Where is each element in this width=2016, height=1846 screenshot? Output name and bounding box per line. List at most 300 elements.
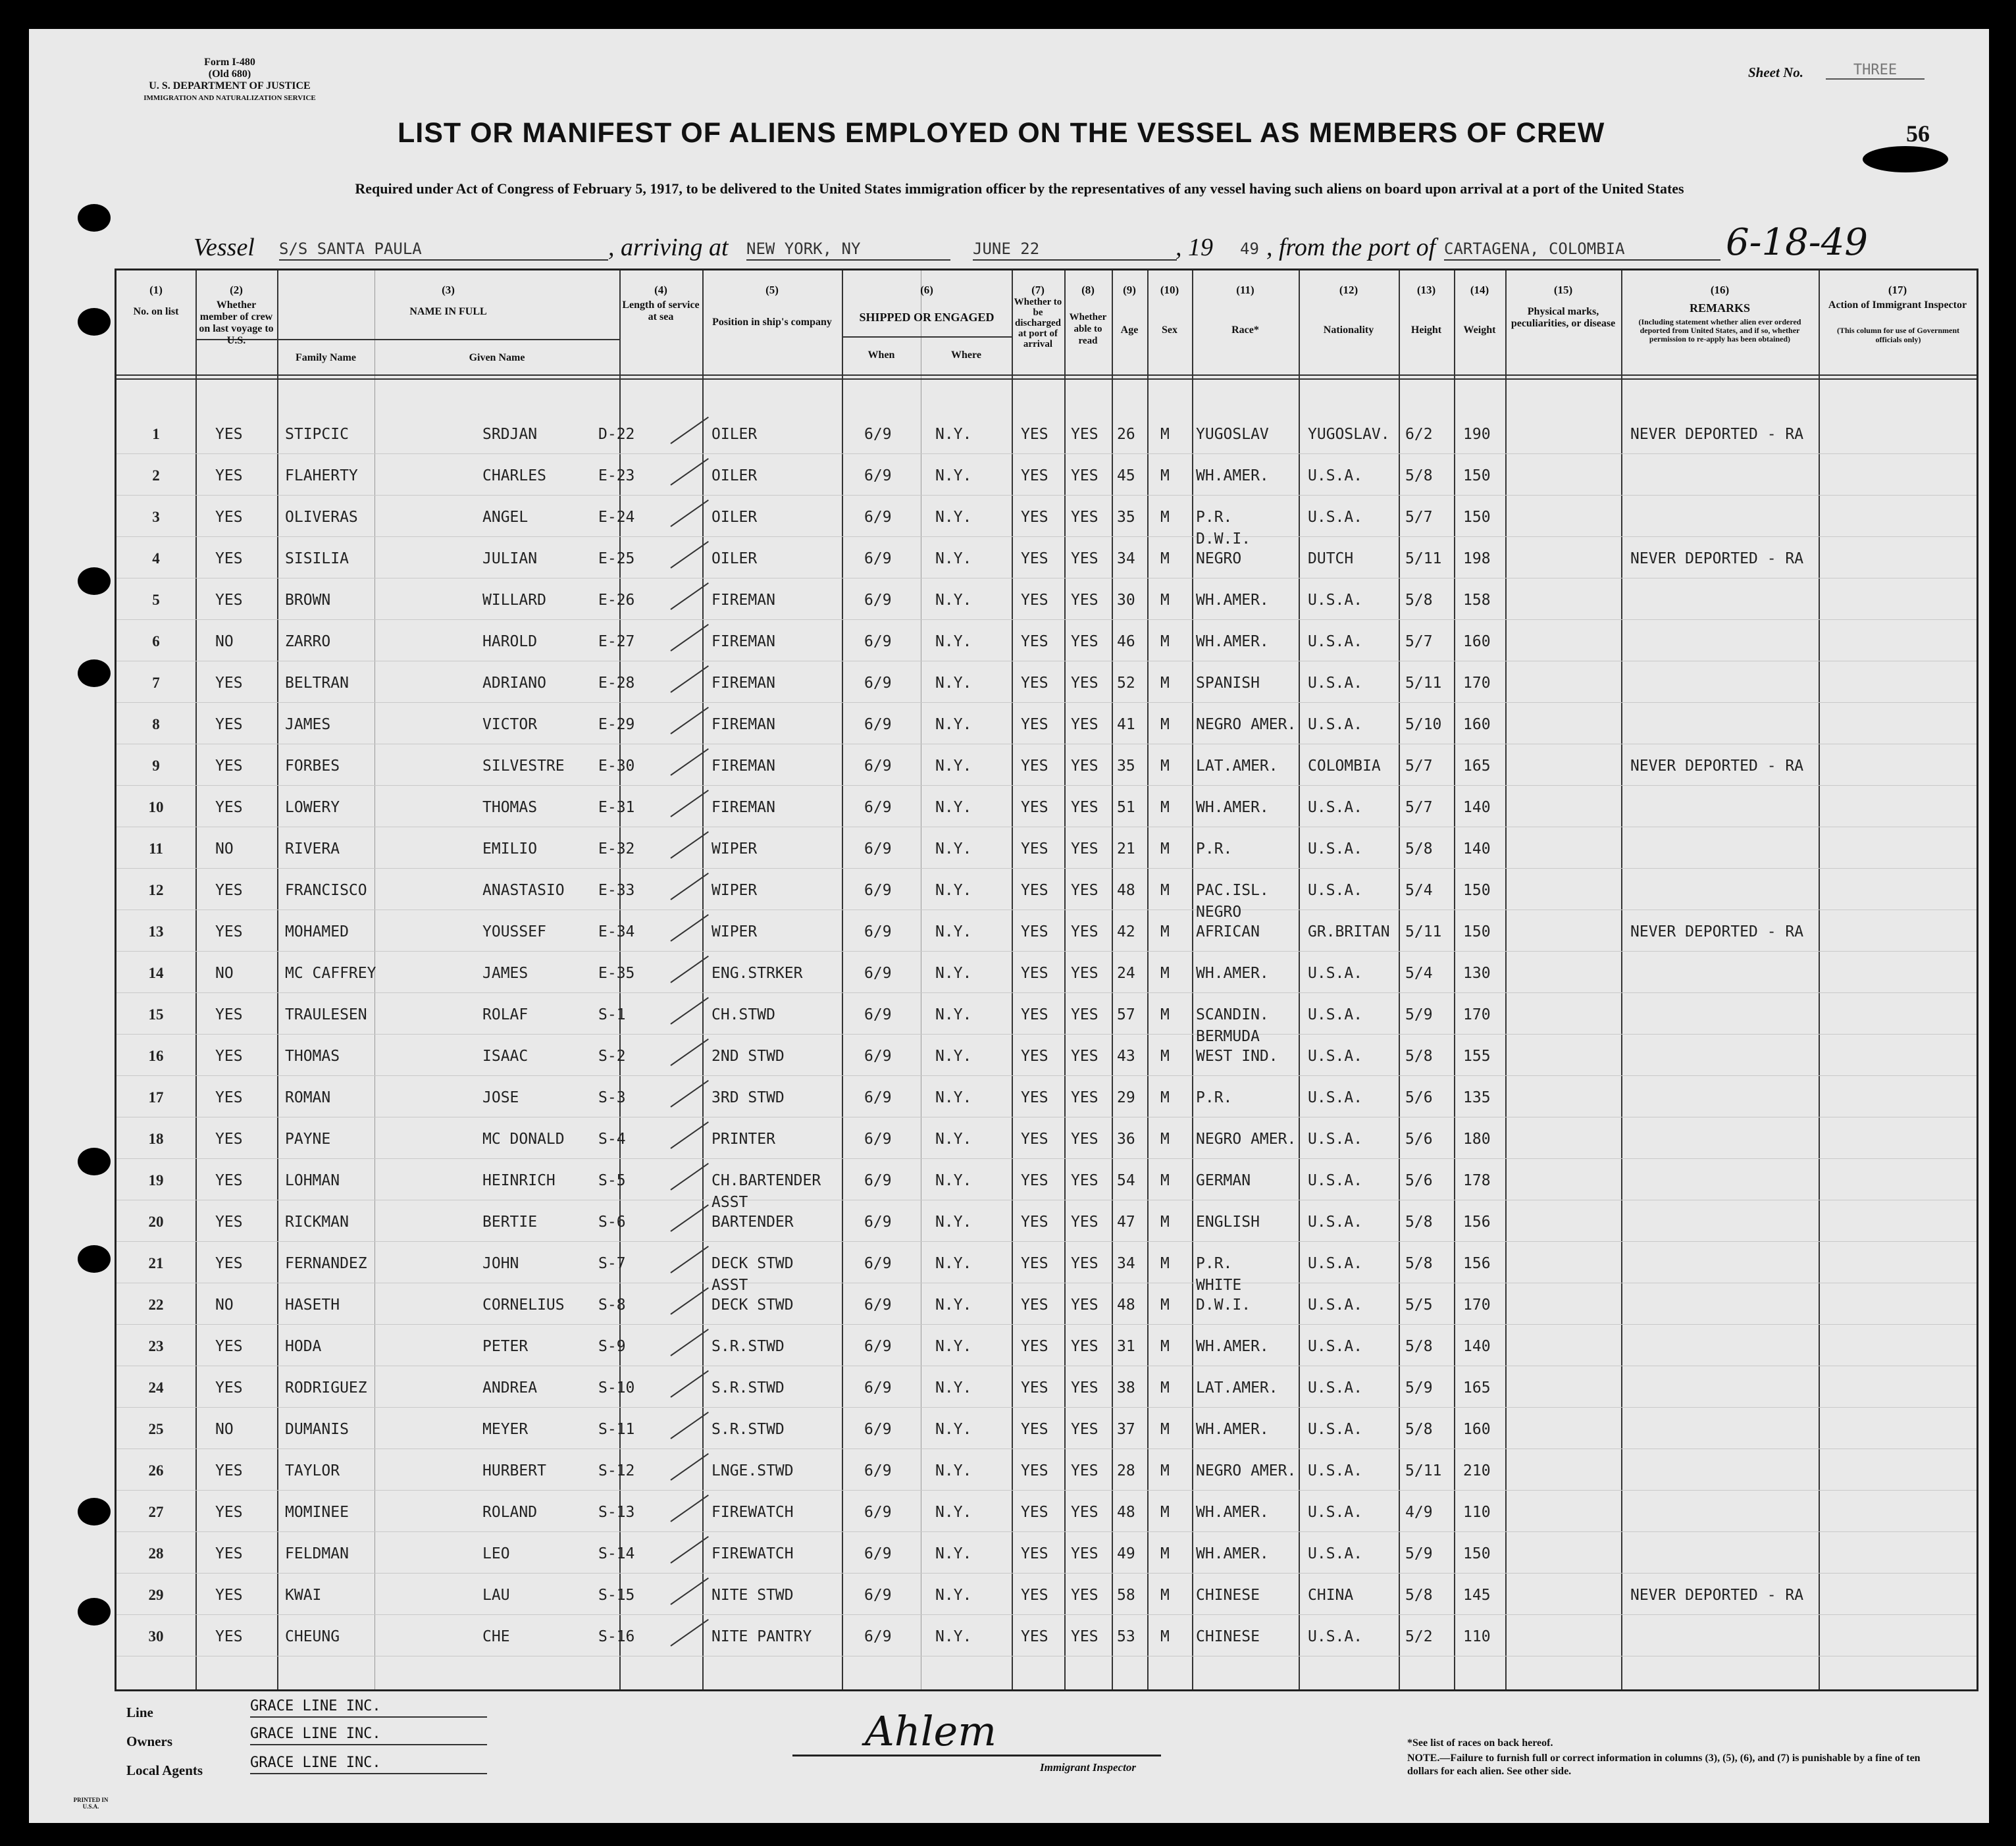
cell-race: ENGLISH — [1196, 1214, 1260, 1231]
cell-dis: YES — [1021, 757, 1048, 775]
cell-race: WH.AMER. — [1196, 633, 1269, 650]
cell-dis: YES — [1021, 426, 1048, 443]
cell-dis: YES — [1021, 509, 1048, 526]
header-shipped-engaged: SHIPPED OR ENGAGED — [859, 311, 995, 324]
table-row — [116, 675, 1977, 697]
form-number: Form I-480 — [204, 57, 255, 68]
cell-pos: NITE PANTRY — [711, 1628, 812, 1645]
cell-where: N.Y. — [935, 1089, 972, 1106]
service-check-mark — [670, 624, 708, 652]
cell-pos: S.R.STWD — [711, 1379, 785, 1397]
col-number-17: (17) — [1888, 284, 1907, 296]
cell-nat: U.S.A. — [1308, 1462, 1363, 1479]
cell-given: ADRIANO — [482, 675, 546, 692]
cell-code: S-2 — [598, 1048, 626, 1065]
service-check-mark — [670, 1246, 708, 1273]
department-name: U. S. DEPARTMENT OF JUSTICE — [149, 80, 311, 91]
cell-age: 47 — [1117, 1214, 1135, 1231]
cell-given: SILVESTRE — [482, 757, 565, 775]
cell-no: 6 — [152, 633, 160, 650]
cell-last: YES — [215, 923, 243, 940]
cell-given: JOHN — [482, 1255, 519, 1272]
cell-where: N.Y. — [935, 1421, 972, 1438]
cell-race: WH.AMER. — [1196, 467, 1269, 484]
cell-pos: 3RD STWD — [711, 1089, 785, 1106]
cell-sex: M — [1160, 1545, 1170, 1562]
cell-given: HAROLD — [482, 633, 538, 650]
header-divider — [116, 374, 1977, 376]
header-race: Race* — [1231, 324, 1259, 336]
table-row — [116, 965, 1977, 987]
cell-code: S-7 — [598, 1255, 626, 1272]
row-rule — [116, 702, 1977, 703]
service-check-mark — [670, 1619, 708, 1647]
cell-rem: NEVER DEPORTED - RA — [1630, 1587, 1804, 1604]
cell-code: E-33 — [598, 882, 635, 899]
race-footnote: *See list of races on back hereof. — [1407, 1737, 1553, 1749]
cell-wt: 150 — [1463, 882, 1491, 899]
cell-code: S-3 — [598, 1089, 626, 1106]
cell-no: 16 — [148, 1048, 164, 1064]
col-number-9: (9) — [1123, 284, 1136, 296]
cell-dis: YES — [1021, 550, 1048, 567]
service-check-mark — [670, 1577, 708, 1605]
cell-race: D.W.I. — [1196, 1296, 1251, 1314]
cell-last: NO — [215, 1421, 234, 1438]
service-check-mark — [670, 873, 708, 900]
row-rule — [116, 785, 1977, 786]
col-number-3: (3) — [442, 284, 455, 296]
cell-sex: M — [1160, 882, 1170, 899]
cell-dis: YES — [1021, 1421, 1048, 1438]
cell-no: 11 — [149, 840, 163, 857]
col-number-7: (7) — [1031, 284, 1045, 296]
col-number-12: (12) — [1339, 284, 1358, 296]
cell-where: N.Y. — [935, 840, 972, 858]
cell-code: E-25 — [598, 550, 635, 567]
cell-last: YES — [215, 1504, 243, 1521]
cell-ht: 5/7 — [1405, 509, 1433, 526]
cell-sex: M — [1160, 799, 1170, 816]
cell-pos: 2ND STWD — [711, 1048, 785, 1065]
cell-wt: 156 — [1463, 1214, 1491, 1231]
cell-nat: U.S.A. — [1308, 1338, 1363, 1355]
cell-last: YES — [215, 592, 243, 609]
table-row — [116, 1379, 1977, 1402]
cell-age: 53 — [1117, 1628, 1135, 1645]
cell-wt: 150 — [1463, 1545, 1491, 1562]
col-number-2: (2) — [230, 284, 243, 296]
cell-read: YES — [1071, 1172, 1098, 1189]
cell-race: P.R. — [1196, 840, 1233, 858]
cell-dis: YES — [1021, 1006, 1048, 1023]
col-number-15: (15) — [1553, 284, 1573, 296]
cell-ht: 5/2 — [1405, 1628, 1433, 1645]
cell-nat: U.S.A. — [1308, 1545, 1363, 1562]
header-sex: Sex — [1162, 324, 1177, 336]
cell-sex: M — [1160, 426, 1170, 443]
cell-dis: YES — [1021, 675, 1048, 692]
cell-wt: 170 — [1463, 1296, 1491, 1314]
row-rule — [116, 1490, 1977, 1491]
cell-code: S-15 — [598, 1587, 635, 1604]
table-row — [116, 799, 1977, 821]
header-family-name: Family Name — [296, 352, 356, 363]
cell-no: 29 — [148, 1587, 164, 1603]
cell-where: N.Y. — [935, 509, 972, 526]
cell-where: N.Y. — [935, 426, 972, 443]
cell-code: E-29 — [598, 716, 635, 733]
cell-no: 7 — [152, 675, 160, 691]
cell-last: YES — [215, 1006, 243, 1023]
cell-no: 28 — [148, 1545, 164, 1562]
cell-given: HEINRICH — [482, 1172, 556, 1189]
cell-no: 24 — [148, 1379, 164, 1396]
cell-family: RODRIGUEZ — [285, 1379, 367, 1397]
cell-last: YES — [215, 467, 243, 484]
cell-race: WH.AMER. — [1196, 799, 1269, 816]
cell-read: YES — [1071, 799, 1098, 816]
cell-age: 52 — [1117, 675, 1135, 692]
cell-family: ROMAN — [285, 1089, 331, 1106]
cell-wt: 210 — [1463, 1462, 1491, 1479]
cell-read: YES — [1071, 1338, 1098, 1355]
cell-wt: 156 — [1463, 1255, 1491, 1272]
cell-given: VICTOR — [482, 716, 538, 733]
cell-ht: 5/8 — [1405, 840, 1433, 858]
row-rule — [116, 495, 1977, 496]
cell-given: ANASTASIO — [482, 882, 565, 899]
printer-mark: PRINTED IN U.S.A. — [73, 1797, 109, 1810]
cell-read: YES — [1071, 1504, 1098, 1521]
row-rule — [116, 1158, 1977, 1159]
cell-pos: OILER — [711, 467, 758, 484]
cell-sex: M — [1160, 1255, 1170, 1272]
cell-given: BERTIE — [482, 1214, 538, 1231]
cell-pos: OILER — [711, 550, 758, 567]
cell-dis: YES — [1021, 1587, 1048, 1604]
cell-last: YES — [215, 1131, 243, 1148]
cell-wt: 160 — [1463, 716, 1491, 733]
punch-hole — [78, 1148, 111, 1175]
page-number: 56 — [1906, 120, 1930, 147]
cell-sex: M — [1160, 965, 1170, 982]
cell-nat: U.S.A. — [1308, 592, 1363, 609]
cell-where: N.Y. — [935, 467, 972, 484]
cell-read: YES — [1071, 716, 1098, 733]
cell-code: E-28 — [598, 675, 635, 692]
cell-code: S-13 — [598, 1504, 635, 1521]
table-row — [116, 1028, 1977, 1070]
cell-wt: 140 — [1463, 1338, 1491, 1355]
cell-family: FORBES — [285, 757, 340, 775]
cell-no: 20 — [148, 1214, 164, 1230]
service-check-mark — [670, 417, 708, 444]
cell-sex: M — [1160, 1628, 1170, 1645]
cell-where: N.Y. — [935, 1462, 972, 1479]
cell-wt: 158 — [1463, 592, 1491, 609]
cell-when: 6/9 — [864, 1504, 892, 1521]
cell-sex: M — [1160, 592, 1170, 609]
table-row — [116, 904, 1977, 946]
cell-family: HODA — [285, 1338, 322, 1355]
cell-race: WH.AMER. — [1196, 1338, 1269, 1355]
punch-hole — [78, 308, 111, 336]
table-row — [116, 467, 1977, 490]
row-rule — [116, 868, 1977, 869]
service-check-mark — [670, 748, 708, 776]
cell-ht: 5/8 — [1405, 1421, 1433, 1438]
cell-wt: 110 — [1463, 1504, 1491, 1521]
cell-where: N.Y. — [935, 1545, 972, 1562]
cell-race: YUGOSLAV — [1196, 426, 1269, 443]
cell-last: YES — [215, 1255, 243, 1272]
header-where: Where — [951, 349, 981, 361]
cell-code: S-1 — [598, 1006, 626, 1023]
cell-no: 2 — [152, 467, 160, 484]
service-check-mark — [670, 1329, 708, 1356]
cell-no: 15 — [148, 1006, 164, 1023]
cell-last: NO — [215, 840, 234, 858]
cell-age: 29 — [1117, 1089, 1135, 1106]
cell-no: 14 — [148, 965, 164, 981]
service-check-mark — [670, 1495, 708, 1522]
cell-given: CHE — [482, 1628, 510, 1645]
cell-race: WH.AMER. — [1196, 592, 1269, 609]
cell-race: LAT.AMER. — [1196, 1379, 1278, 1397]
cell-given: LAU — [482, 1587, 510, 1604]
service-check-mark — [670, 1163, 708, 1191]
col-number-6: (6) — [920, 284, 933, 296]
punch-hole — [78, 659, 111, 687]
cell-when: 6/9 — [864, 1172, 892, 1189]
cell-where: N.Y. — [935, 1504, 972, 1521]
cell-ht: 6/2 — [1405, 426, 1433, 443]
cell-where: N.Y. — [935, 1006, 972, 1023]
cell-race: SCANDIN. — [1196, 1006, 1269, 1023]
cell-age: 54 — [1117, 1172, 1135, 1189]
cell-dis: YES — [1021, 965, 1048, 982]
cell-family: FELDMAN — [285, 1545, 349, 1562]
cell-race: CHINESE — [1196, 1628, 1260, 1645]
cell-where: N.Y. — [935, 757, 972, 775]
cell-nat: U.S.A. — [1308, 1172, 1363, 1189]
cell-code: E-24 — [598, 509, 635, 526]
cell-sex: M — [1160, 1421, 1170, 1438]
agents-label: Local Agents — [126, 1762, 203, 1778]
cell-sex: M — [1160, 757, 1170, 775]
cell-wt: 178 — [1463, 1172, 1491, 1189]
table-row — [116, 1277, 1977, 1319]
cell-given: EMILIO — [482, 840, 538, 858]
cell-family: ZARRO — [285, 633, 331, 650]
cell-read: YES — [1071, 467, 1098, 484]
cell-age: 43 — [1117, 1048, 1135, 1065]
cell-when: 6/9 — [864, 633, 892, 650]
cell-given: ISAAC — [482, 1048, 529, 1065]
cell-pos: CH.STWD — [711, 1006, 775, 1023]
cell-dis: YES — [1021, 840, 1048, 858]
col-number-14: (14) — [1470, 284, 1489, 296]
cell-race-note: D.W.I. — [1196, 530, 1251, 548]
cell-race: NEGRO AMER. — [1196, 1462, 1297, 1479]
cell-age: 57 — [1117, 1006, 1135, 1023]
cell-family: LOHMAN — [285, 1172, 340, 1189]
cell-ht: 5/5 — [1405, 1296, 1433, 1314]
cell-code: E-26 — [598, 592, 635, 609]
cell-nat: CHINA — [1308, 1587, 1354, 1604]
table-row — [116, 1006, 1977, 1029]
cell-wt: 135 — [1463, 1089, 1491, 1106]
cell-nat: U.S.A. — [1308, 882, 1363, 899]
col-number-5: (5) — [765, 284, 779, 296]
cell-family: SISILIA — [285, 550, 349, 567]
service-check-mark — [670, 790, 708, 817]
cell-code: S-14 — [598, 1545, 635, 1562]
departure-port: CARTAGENA, COLOMBIA — [1444, 240, 1720, 261]
cell-where: N.Y. — [935, 633, 972, 650]
cell-pos: CH.BARTENDER — [711, 1172, 821, 1189]
cell-given: HURBERT — [482, 1462, 546, 1479]
row-rule — [116, 1034, 1977, 1035]
cell-when: 6/9 — [864, 675, 892, 692]
cell-read: YES — [1071, 1006, 1098, 1023]
cell-no: 23 — [148, 1338, 164, 1354]
cell-pos: BARTENDER — [711, 1214, 794, 1231]
cell-dis: YES — [1021, 1172, 1048, 1189]
cell-given: JOSE — [482, 1089, 519, 1106]
cell-pos: PRINTER — [711, 1131, 775, 1148]
header-length-of-service: Length of service at sea — [622, 299, 700, 322]
cell-pos-note: ASST — [711, 1277, 748, 1294]
cell-read: YES — [1071, 1379, 1098, 1397]
cell-sex: M — [1160, 716, 1170, 733]
cell-dis: YES — [1021, 1296, 1048, 1314]
cell-pos: FIREWATCH — [711, 1504, 794, 1521]
cell-given: WILLARD — [482, 592, 546, 609]
cell-where: N.Y. — [935, 1048, 972, 1065]
cell-dis: YES — [1021, 1462, 1048, 1479]
cell-when: 6/9 — [864, 923, 892, 940]
cell-race: P.R. — [1196, 1089, 1233, 1106]
form-identifier — [141, 57, 319, 104]
header-given-name: Given Name — [469, 352, 525, 363]
row-rule — [116, 1407, 1977, 1408]
cell-given: ROLAF — [482, 1006, 529, 1023]
line-label: Line — [126, 1705, 153, 1720]
cell-last: YES — [215, 882, 243, 899]
header-weight: Weight — [1463, 324, 1496, 336]
cell-when: 6/9 — [864, 1338, 892, 1355]
cell-sex: M — [1160, 923, 1170, 940]
cell-family: STIPCIC — [285, 426, 349, 443]
cell-where: N.Y. — [935, 1214, 972, 1231]
cell-wt: 150 — [1463, 509, 1491, 526]
cell-given: JAMES — [482, 965, 529, 982]
cell-family: BROWN — [285, 592, 331, 609]
cell-where: N.Y. — [935, 675, 972, 692]
cell-dis: YES — [1021, 1504, 1048, 1521]
cell-read: YES — [1071, 1296, 1098, 1314]
row-rule — [116, 1614, 1977, 1615]
cell-read: YES — [1071, 965, 1098, 982]
cell-given: ANDREA — [482, 1379, 538, 1397]
table-row — [116, 1172, 1977, 1194]
cell-pos: DECK STWD — [711, 1296, 794, 1314]
cell-family: THOMAS — [285, 1048, 340, 1065]
cell-read: YES — [1071, 1089, 1098, 1106]
cell-ht: 5/4 — [1405, 965, 1433, 982]
cell-ht: 5/8 — [1405, 592, 1433, 609]
cell-read: YES — [1071, 1587, 1098, 1604]
service-check-mark — [670, 541, 708, 569]
cell-sex: M — [1160, 840, 1170, 858]
service-check-mark — [670, 997, 708, 1025]
cell-nat: U.S.A. — [1308, 1089, 1363, 1106]
cell-dis: YES — [1021, 799, 1048, 816]
cell-where: N.Y. — [935, 1379, 972, 1397]
cell-code: S-12 — [598, 1462, 635, 1479]
table-row — [116, 1628, 1977, 1651]
cell-read: YES — [1071, 882, 1098, 899]
cell-family: CHEUNG — [285, 1628, 340, 1645]
table-row — [116, 509, 1977, 531]
cell-read: YES — [1071, 757, 1098, 775]
cell-last: YES — [215, 1089, 243, 1106]
cell-family: FRANCISCO — [285, 882, 367, 899]
cell-when: 6/9 — [864, 1545, 892, 1562]
cell-family: MOHAMED — [285, 923, 349, 940]
cell-race-note: NEGRO — [1196, 904, 1242, 921]
cell-age: 34 — [1117, 1255, 1135, 1272]
cell-family: BELTRAN — [285, 675, 349, 692]
table-row — [116, 840, 1977, 863]
service-check-mark — [670, 1536, 708, 1564]
service-check-mark — [670, 914, 708, 942]
vessel-label: Vessel — [194, 234, 255, 261]
row-rule — [116, 1241, 1977, 1242]
cell-family: LOWERY — [285, 799, 340, 816]
cell-given: JULIAN — [482, 550, 538, 567]
cell-race: AFRICAN — [1196, 923, 1260, 940]
cell-pos: NITE STWD — [711, 1587, 794, 1604]
cell-nat: U.S.A. — [1308, 1379, 1363, 1397]
cell-nat: U.S.A. — [1308, 716, 1363, 733]
cell-last: YES — [215, 426, 243, 443]
cell-family: KWAI — [285, 1587, 322, 1604]
service-check-mark — [670, 1080, 708, 1108]
cell-given: ROLAND — [482, 1504, 538, 1521]
cell-when: 6/9 — [864, 1379, 892, 1397]
header-divider — [116, 378, 1977, 380]
header-inspector-action: Action of Immigrant Inspector — [1828, 299, 1967, 311]
cell-sex: M — [1160, 467, 1170, 484]
vessel-name: S/S SANTA PAULA — [279, 240, 608, 261]
cell-sex: M — [1160, 1006, 1170, 1023]
cell-race: WH.AMER. — [1196, 1545, 1269, 1562]
cell-race: NEGRO — [1196, 550, 1242, 567]
header-position: Position in ship's company — [712, 317, 832, 328]
from-label: , from the port of — [1266, 234, 1436, 261]
cell-family: TRAULESEN — [285, 1006, 367, 1023]
table-row — [116, 882, 1977, 904]
arriving-label: , arriving at — [608, 234, 729, 261]
owners-value: GRACE LINE INC. — [250, 1726, 487, 1745]
cell-pos: FIREWATCH — [711, 1545, 794, 1562]
service-check-mark — [670, 500, 708, 527]
service-check-mark — [670, 1038, 708, 1066]
cell-age: 45 — [1117, 467, 1135, 484]
